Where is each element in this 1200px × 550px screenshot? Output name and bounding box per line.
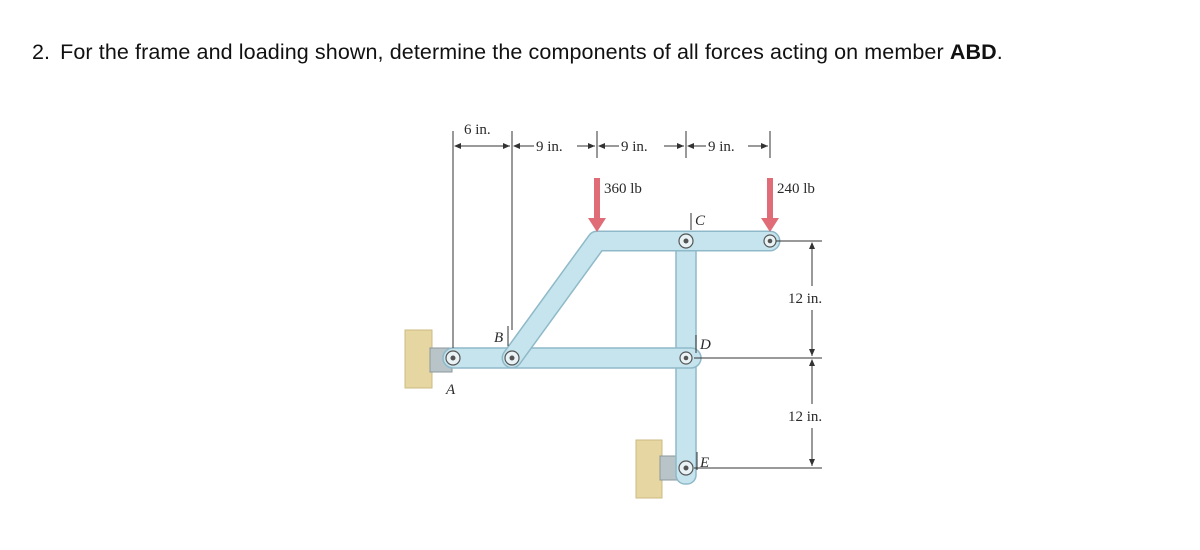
dim-9-in-3: 9 in. — [708, 139, 735, 155]
problem-text: For the frame and loading shown, determine the components of all forces acting on member — [60, 40, 950, 64]
dim-12-in-upper: 12 in. — [788, 291, 823, 307]
dim-9-in-2: 9 in. — [621, 139, 648, 155]
member-abd — [443, 348, 701, 368]
wall-support-e — [636, 440, 682, 498]
point-label-d: D — [700, 337, 711, 353]
point-label-b: B — [494, 330, 504, 346]
load-360-label: 360 lb — [604, 181, 642, 197]
pin-d — [680, 352, 692, 364]
dim-9-in-1: 9 in. — [536, 139, 563, 155]
right-dimension-lines — [694, 241, 822, 468]
pin-c — [679, 234, 693, 248]
load-240-label: 240 lb — [777, 181, 815, 197]
pin-a — [446, 351, 460, 365]
pin-e — [679, 461, 693, 475]
member-name: ABD — [949, 40, 997, 64]
point-label-c: C — [695, 213, 706, 229]
dim-12-in-lower: 12 in. — [788, 409, 823, 425]
pin-b — [505, 351, 519, 365]
point-label-e: E — [700, 455, 710, 471]
problem-number: 2. — [32, 40, 51, 64]
problem-period: . — [996, 40, 1003, 64]
dim-6-in: 6 in. — [464, 122, 491, 138]
point-label-a: A — [446, 382, 456, 398]
pin-load-end — [764, 235, 776, 247]
